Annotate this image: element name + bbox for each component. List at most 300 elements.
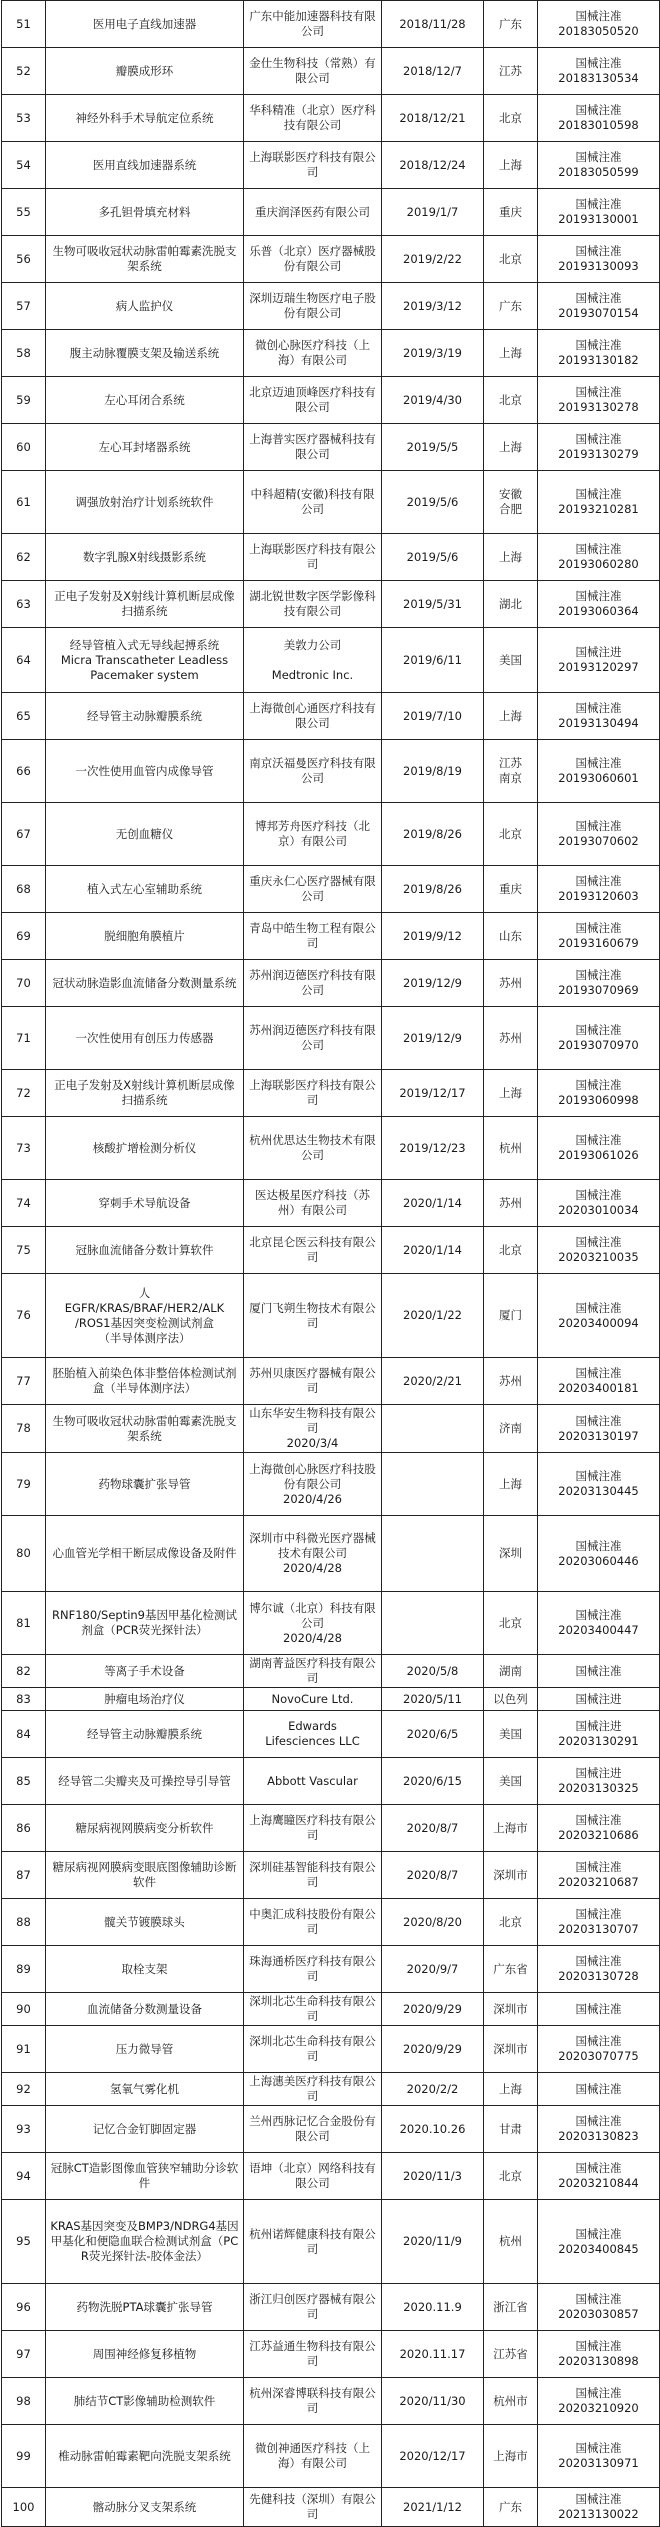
location-cell-line: 北京: [499, 826, 522, 841]
approval-date-cell: [382, 803, 484, 866]
approval-date-cell-line: 2020/6/5: [406, 1726, 459, 1741]
approval-date-cell-line: [385, 1546, 480, 1561]
approval-date-cell-line: 2019/8/26: [403, 826, 462, 841]
row-number-cell: [2, 534, 46, 581]
product-name-cell: [46, 1655, 244, 1688]
location-cell: [484, 1, 538, 48]
registration-number-cell-line: 国械注准: [575, 432, 622, 446]
row-number-cell: [2, 95, 46, 142]
product-name-cell-line: 经导管植入式无导线起搏系统: [69, 637, 220, 652]
table-row: [2, 236, 660, 283]
registration-number-cell-line: 20193070970: [558, 1038, 639, 1052]
approval-date-cell: [382, 2153, 484, 2200]
product-name-cell-line: Micra Transcatheter Leadless: [60, 652, 229, 667]
company-cell: [244, 471, 382, 534]
company-cell-line: Medtronic Inc.: [271, 667, 354, 682]
table-row: [2, 424, 660, 471]
registration-number-cell: [538, 1007, 660, 1070]
registration-number-cell: [538, 1758, 660, 1805]
approval-date-cell: [382, 2488, 484, 2527]
location-cell-line: 深圳市: [493, 1867, 528, 1882]
table-row: [2, 1358, 660, 1405]
registration-number-cell-line: 国械注进: [575, 1691, 622, 1706]
approval-date-cell-line: 2020/11/9: [403, 2234, 462, 2248]
registration-number-cell: [538, 48, 660, 95]
approval-date-cell: [382, 1180, 484, 1227]
registration-number-cell-line: 20193070602: [558, 834, 639, 848]
product-name-cell-line: 压力微导管: [115, 2041, 174, 2056]
location-cell-line: 上海: [499, 439, 522, 454]
row-number-cell: [2, 189, 46, 236]
location-cell-line: 北京: [499, 392, 522, 407]
registration-number-cell-line: 20193130278: [558, 400, 639, 414]
registration-number-cell-line: 国械注准: [575, 1663, 622, 1678]
row-number-cell-line: 73: [16, 1140, 31, 1155]
product-name-cell: [46, 377, 244, 424]
approval-date-cell: [382, 236, 484, 283]
location-cell: [484, 1070, 538, 1117]
product-name-cell: [46, 1405, 244, 1453]
product-name-cell: [46, 1516, 244, 1592]
product-name-cell: [46, 1070, 244, 1117]
company-cell: [244, 1, 382, 48]
table-row: [2, 283, 660, 330]
registration-number-cell-line: 国械注准: [575, 1078, 622, 1092]
approval-date-cell-line: 2019/12/9: [403, 1030, 462, 1045]
product-name-cell: [46, 581, 244, 628]
product-name-cell-line: 糖尿病视网膜病变眼底图像辅助诊断软件: [52, 1860, 237, 1889]
row-number-cell: [2, 2284, 46, 2331]
product-name-cell-line: 正电子发射及X射线计算机断层成像扫描系统: [54, 1078, 235, 1107]
registration-number-cell-line: 国械注准: [575, 2034, 622, 2048]
row-number-cell-line: 64: [16, 652, 31, 667]
product-name-cell: [46, 2200, 244, 2284]
row-number-cell-line: 72: [16, 1085, 31, 1100]
location-cell-line: 合肥: [499, 502, 522, 516]
company-cell-line: 2020/4/28: [283, 1561, 342, 1575]
location-cell: [484, 960, 538, 1007]
table-row: [2, 377, 660, 424]
row-number-cell: [2, 581, 46, 628]
registration-number-cell: [538, 1655, 660, 1688]
registration-number-cell: [538, 866, 660, 913]
company-cell: [244, 2153, 382, 2200]
registration-number-cell-line: 国械注准: [575, 819, 622, 833]
registration-number-cell-line: 国械注准: [575, 756, 622, 770]
row-number-cell: [2, 1899, 46, 1946]
registration-number-cell-line: 20193070969: [558, 983, 639, 997]
company-cell-line: 华科精准（北京）医疗科技有限公司: [249, 103, 376, 132]
registration-number-cell-line: 20203400845: [558, 2241, 639, 2256]
approval-date-cell: [382, 740, 484, 803]
product-name-cell-line: （半导体测序法）: [98, 1330, 191, 1345]
product-name-cell-line: 医用直线加速器系统: [92, 157, 197, 172]
product-name-cell: [46, 1993, 244, 2026]
location-cell: [484, 330, 538, 377]
table-row: [2, 1655, 660, 1688]
location-cell: [484, 1805, 538, 1852]
company-cell-line: 先健科技（深圳）有限公司: [249, 2492, 376, 2521]
row-number-cell: [2, 960, 46, 1007]
registration-number-cell: [538, 2200, 660, 2284]
product-name-cell: [46, 2378, 244, 2425]
product-name-cell-line: 药物洗脱PTA球囊扩张导管: [76, 2299, 213, 2314]
product-name-cell: [46, 534, 244, 581]
approval-date-cell: [382, 960, 484, 1007]
registration-number-cell: [538, 1405, 660, 1453]
company-cell: [244, 2106, 382, 2153]
company-cell: [244, 2425, 382, 2488]
registration-number-cell-line: 20183050520: [558, 24, 639, 38]
row-number-cell-line: 68: [16, 881, 31, 896]
registration-number-cell: [538, 1592, 660, 1655]
row-number-cell: [2, 628, 46, 693]
registration-number-cell: [538, 1688, 660, 1711]
registration-number-cell: [538, 693, 660, 740]
table-row: [2, 330, 660, 377]
product-name-cell-line: 椎动脉雷帕霉素靶向洗脱支架系统: [58, 2448, 231, 2463]
registration-number-cell-line: 20203130197: [558, 1428, 639, 1443]
location-cell-line: 山东: [499, 928, 522, 943]
company-cell: [244, 1946, 382, 1993]
location-cell: [484, 1227, 538, 1274]
company-cell: [244, 1117, 382, 1180]
product-name-cell: [46, 1711, 244, 1758]
registration-number-cell: [538, 2378, 660, 2425]
product-name-cell-line: 左心耳封堵器系统: [98, 439, 191, 454]
company-cell-line: 博尔诚（北京）科技有限公司: [249, 1600, 376, 1630]
approval-date-cell-line: 2020/11/3: [403, 2168, 462, 2183]
location-cell-line: 厦门: [499, 1308, 522, 1322]
product-name-cell-line: 冠状动脉造影血流储备分数测量系统: [52, 975, 237, 990]
company-cell-line: 兰州西脉记忆合金股份有限公司: [249, 2114, 376, 2143]
company-cell: [244, 2200, 382, 2284]
product-name-cell: [46, 1688, 244, 1711]
location-cell-line: 上海: [499, 708, 522, 723]
registration-number-cell-line: 20193060601: [558, 771, 639, 785]
approval-date-cell: [382, 1711, 484, 1758]
location-cell-line: 北京: [499, 1615, 522, 1630]
product-name-cell: [46, 2026, 244, 2073]
row-number-cell-line: 54: [16, 157, 31, 172]
product-name-cell-line: Pacemaker system: [90, 667, 199, 682]
table-row: [2, 142, 660, 189]
location-cell: [484, 1007, 538, 1070]
row-number-cell-line: 98: [16, 2393, 31, 2408]
product-name-cell: [46, 1852, 244, 1899]
location-cell-line: 上海市: [493, 2448, 528, 2463]
approval-date-cell: [382, 1852, 484, 1899]
row-number-cell: [2, 1852, 46, 1899]
row-number-cell-line: 82: [16, 1663, 31, 1678]
table-row: [2, 2026, 660, 2073]
product-name-cell: [46, 1358, 244, 1405]
registration-number-cell: [538, 1805, 660, 1852]
row-number-cell: [2, 377, 46, 424]
location-cell-line: 上海市: [493, 1820, 528, 1835]
location-cell-line: 广东: [499, 298, 522, 313]
product-name-cell-line: 左心耳闭合系统: [104, 392, 185, 407]
company-cell: [244, 866, 382, 913]
row-number-cell-line: 78: [16, 1421, 31, 1435]
location-cell-line: 北京: [499, 2168, 522, 2183]
approval-date-cell: [382, 1993, 484, 2026]
registration-number-cell-line: 20193060364: [558, 604, 639, 618]
table-row: [2, 1070, 660, 1117]
location-cell-line: 深圳: [499, 1546, 522, 1560]
location-cell: [484, 189, 538, 236]
approval-date-cell: [382, 1592, 484, 1655]
row-number-cell: [2, 1358, 46, 1405]
product-name-cell-line: 腹主动脉覆膜支架及输送系统: [69, 345, 220, 360]
location-cell: [484, 628, 538, 693]
table-row: [2, 471, 660, 534]
approval-date-cell-line: 2020/9/29: [403, 2001, 462, 2016]
row-number-cell: [2, 1592, 46, 1655]
location-cell-line: 杭州: [499, 1140, 522, 1155]
location-cell-line: 上海: [499, 1476, 522, 1491]
approval-date-cell: [382, 1358, 484, 1405]
row-number-cell: [2, 1, 46, 48]
registration-number-cell: [538, 1070, 660, 1117]
location-cell-line: 甘肃: [499, 2121, 522, 2136]
approval-date-cell: [382, 48, 484, 95]
approval-date-cell: [382, 1070, 484, 1117]
table-row: [2, 2331, 660, 2378]
registration-number-cell-line: 20203210920: [558, 2401, 639, 2415]
company-cell-line: 厦门飞朔生物技术有限公司: [249, 1300, 376, 1330]
approval-date-cell: [382, 1758, 484, 1805]
approval-date-cell-line: 2020/9/7: [406, 1961, 459, 1976]
product-name-cell: [46, 1758, 244, 1805]
company-cell-line: 2020/4/26: [283, 1491, 342, 1506]
location-cell: [484, 1358, 538, 1405]
registration-number-cell-line: 20193130182: [558, 353, 639, 367]
table-row: [2, 1180, 660, 1227]
row-number-cell-line: 77: [16, 1373, 31, 1388]
approval-date-cell-line: 2019/7/10: [403, 708, 462, 723]
registration-number-cell-line: 国械注准: [575, 701, 622, 715]
product-name-cell-line: 调强放射治疗计划系统软件: [75, 494, 214, 509]
product-name-cell-line: 植入式左心室辅助系统: [87, 881, 202, 896]
table-row: [2, 866, 660, 913]
company-cell-line: 微创神通医疗科技（上海）有限公司: [255, 2441, 370, 2470]
product-name-cell-line: 一次性使用有创压力传感器: [75, 1030, 214, 1045]
registration-number-cell-line: 20203130728: [558, 1969, 639, 1983]
approval-date-cell-line: 2020/5/11: [403, 1691, 462, 1706]
approval-date-cell-line: 2019/8/19: [403, 763, 462, 778]
row-number-cell-line: 70: [16, 975, 31, 990]
table-row: [2, 960, 660, 1007]
registration-number-cell: [538, 1993, 660, 2026]
company-cell: [244, 1180, 382, 1227]
company-cell: [244, 1358, 382, 1405]
approval-date-cell-line: 2020/6/15: [403, 1773, 462, 1788]
product-name-cell-line: 正电子发射及X射线计算机断层成像扫描系统: [54, 589, 235, 618]
company-cell-line: 珠海通桥医疗科技有限公司: [249, 1954, 376, 1983]
location-cell-line: 北京: [499, 110, 522, 125]
row-number-cell-line: 91: [16, 2041, 31, 2056]
registration-number-cell: [538, 2331, 660, 2378]
location-cell-line: 深圳市: [493, 2041, 528, 2056]
approval-date-cell: [382, 377, 484, 424]
row-number-cell-line: 75: [16, 1242, 31, 1257]
product-name-cell: [46, 95, 244, 142]
location-cell-line: 湖南: [499, 1663, 522, 1678]
company-cell: [244, 913, 382, 960]
registration-number-cell-line: 国械注准: [575, 542, 622, 556]
table-row: [2, 1516, 660, 1592]
registration-number-cell-line: 国械注进: [575, 1719, 622, 1733]
row-number-cell: [2, 1516, 46, 1592]
product-name-cell-line: 经导管主动脉瓣膜系统: [87, 1726, 202, 1741]
approval-date-cell-line: 2019/8/26: [403, 881, 462, 896]
registration-number-cell: [538, 740, 660, 803]
registration-number-cell-line: 国械注准: [575, 244, 622, 258]
row-number-cell-line: 69: [16, 928, 31, 943]
location-cell: [484, 866, 538, 913]
registration-number-cell-line: 20193130001: [558, 212, 639, 226]
product-name-cell-line: 数字乳腺X射线摄影系统: [83, 549, 206, 564]
product-name-cell: [46, 1805, 244, 1852]
company-cell-line: 江苏益通生物科技有限公司: [249, 2339, 376, 2368]
product-name-cell: [46, 2073, 244, 2106]
company-cell: [244, 534, 382, 581]
registration-number-cell-line: 国械注准: [575, 874, 622, 888]
company-cell-line: 苏州润迈德医疗科技有限公司: [249, 968, 376, 997]
approval-date-cell: [382, 1805, 484, 1852]
row-number-cell: [2, 803, 46, 866]
company-cell-line: 山东华安生物科技有限公司: [249, 1406, 376, 1435]
location-cell-line: 北京: [499, 1914, 522, 1929]
location-cell-line: 苏州: [499, 1030, 522, 1045]
company-cell-line: 杭州优思达生物技术有限公司: [249, 1133, 376, 1162]
table-row: [2, 1805, 660, 1852]
company-cell-line: 中科超精(安徽)科技有限公司: [250, 487, 375, 516]
location-cell-line: 美国: [499, 1726, 522, 1741]
company-cell: [244, 1688, 382, 1711]
location-cell-line: 湖北: [499, 596, 522, 611]
registration-number-cell-line: 20203130971: [558, 2456, 639, 2470]
registration-number-cell-line: 20203030857: [558, 2307, 639, 2321]
product-name-cell-line: 生物可吸收冠状动脉雷帕霉素洗脱支架系统: [52, 1413, 237, 1443]
row-number-cell-line: 60: [16, 439, 31, 454]
registration-number-cell-line: 20203400181: [558, 1381, 639, 1395]
row-number-cell: [2, 1655, 46, 1688]
row-number-cell-line: 81: [16, 1615, 31, 1630]
registration-number-cell-line: 20203130823: [558, 2129, 639, 2143]
registration-number-cell-line: 20203210035: [558, 1250, 639, 1264]
approval-date-cell-line: 2019/2/22: [403, 251, 462, 266]
location-cell-line: 美国: [499, 652, 522, 667]
company-cell: [244, 2026, 382, 2073]
approval-date-cell-line: 2020/12/17: [399, 2448, 466, 2463]
registration-number-cell: [538, 2425, 660, 2488]
registration-number-cell-line: 国械注准: [575, 1538, 622, 1553]
approval-date-cell-line: 2020/8/20: [403, 1914, 462, 1929]
registration-number-cell-line: 国械注准: [575, 56, 622, 70]
registration-number-cell: [538, 1, 660, 48]
registration-number-cell-line: 20193060998: [558, 1093, 639, 1107]
product-name-cell: [46, 1, 244, 48]
product-name-cell: [46, 2488, 244, 2527]
registration-number-cell-line: 国械注准: [575, 1813, 622, 1827]
company-cell-line: 深圳北芯生命科技有限公司: [249, 1994, 376, 2023]
location-cell: [484, 2106, 538, 2153]
company-cell: [244, 1899, 382, 1946]
location-cell: [484, 2284, 538, 2331]
product-name-cell: [46, 471, 244, 534]
location-cell: [484, 1946, 538, 1993]
company-cell-line: 湖南菁益医疗科技有限公司: [249, 1656, 376, 1685]
approval-date-cell-line: 2019/3/19: [403, 345, 462, 360]
approval-date-cell-line: 2019/5/6: [406, 494, 459, 509]
company-cell: [244, 189, 382, 236]
company-cell: [244, 236, 382, 283]
row-number-cell-line: 61: [16, 494, 31, 509]
row-number-cell-line: 100: [12, 2499, 35, 2514]
row-number-cell-line: 96: [16, 2299, 31, 2314]
location-cell: [484, 534, 538, 581]
registration-number-cell: [538, 1516, 660, 1592]
table-row: [2, 95, 660, 142]
product-name-cell-line: /ROS1基因突变检测试剂盒: [74, 1315, 215, 1330]
row-number-cell-line: 55: [16, 204, 31, 219]
registration-number-cell-line: 20203130445: [558, 1484, 639, 1498]
approval-date-cell-line: 2019/1/7: [406, 204, 459, 219]
product-name-cell-line: 医用电子直线加速器: [92, 16, 197, 31]
registration-number-cell-line: 20203130325: [558, 1781, 639, 1795]
row-number-cell: [2, 2106, 46, 2153]
company-cell: [244, 628, 382, 693]
row-number-cell: [2, 142, 46, 189]
registration-number-cell: [538, 95, 660, 142]
table-row: [2, 2425, 660, 2488]
location-cell-line: 杭州: [499, 2234, 522, 2248]
location-cell-line: 重庆: [499, 204, 522, 219]
product-name-cell-line: 无创血糖仪: [115, 826, 174, 841]
company-cell: [244, 803, 382, 866]
registration-number-cell-line: 国械注准: [575, 2339, 622, 2353]
row-number-cell-line: 59: [16, 392, 31, 407]
table-row: [2, 2200, 660, 2284]
registration-number-cell-line: 国械注准: [575, 589, 622, 603]
registration-number-cell-line: 20193130279: [558, 447, 639, 461]
approval-date-cell-line: 2019/5/31: [403, 596, 462, 611]
row-number-cell-line: 53: [16, 110, 31, 125]
registration-number-cell-line: 国械注准: [575, 1188, 622, 1202]
approval-date-cell-line: [385, 1477, 480, 1492]
registration-number-cell-line: 20203210844: [558, 2176, 639, 2190]
row-number-cell-line: 99: [16, 2448, 31, 2463]
registration-number-cell-line: 20193120297: [558, 660, 639, 674]
registration-number-cell-line: 国械注准: [575, 385, 622, 399]
company-cell-line: Abbott Vascular: [267, 1773, 358, 1788]
location-cell: [484, 1899, 538, 1946]
company-cell-line: 金仕生物科技（常熟）有限公司: [249, 56, 376, 85]
company-cell: [244, 2331, 382, 2378]
company-cell: [244, 1070, 382, 1117]
location-cell: [484, 1180, 538, 1227]
registration-number-cell: [538, 1852, 660, 1899]
approval-date-cell-line: 2021/1/12: [403, 2499, 462, 2514]
approval-date-cell-line: 2019/4/30: [403, 392, 462, 407]
approval-date-cell: [382, 424, 484, 471]
approval-date-cell-line: 2018/12/7: [403, 63, 462, 78]
company-cell-line: 上海联影医疗科技有限公司: [249, 542, 376, 571]
registration-number-cell-line: 20193130093: [558, 259, 639, 273]
product-name-cell-line: 脱细胞角膜植片: [104, 928, 185, 943]
